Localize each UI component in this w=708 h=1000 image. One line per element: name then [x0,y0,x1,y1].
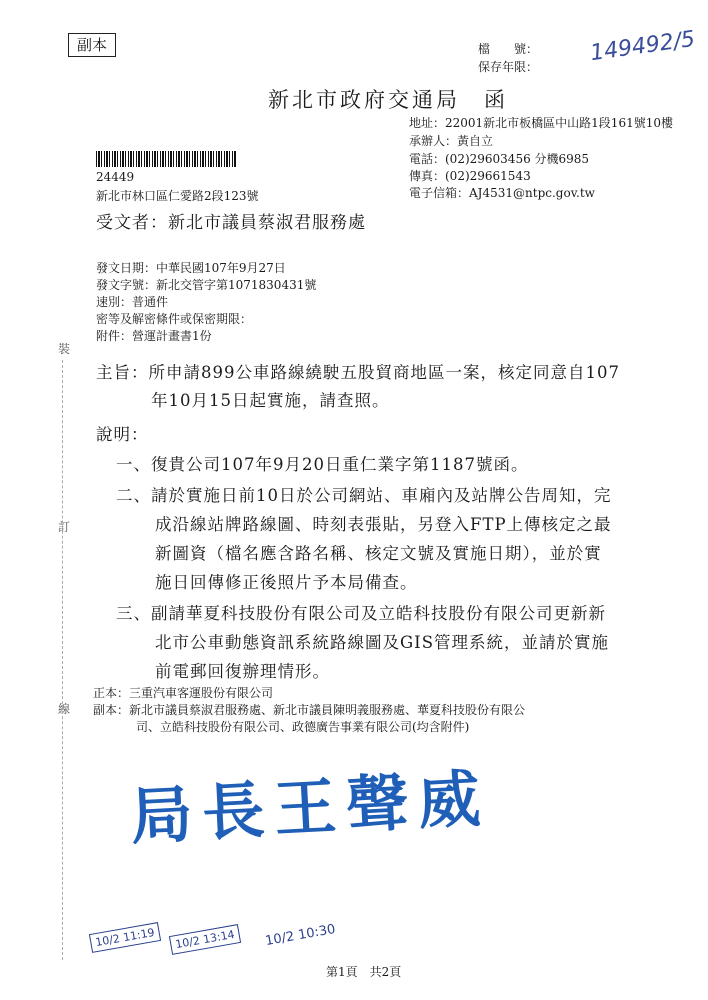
security-level: 密等及解密條件或保密期限： [96,312,253,326]
binding-mark-2: 訂 [58,520,71,534]
receipt-stamp: 10/2 13:14 [169,924,241,955]
receipt-note: 10/2 10:30 [264,921,337,950]
file-no-label: 檔 號： [478,42,539,56]
handler: 承辦人：黃自立 [409,134,494,148]
phone: 電話：(02)29603456 分機6985 [409,152,590,166]
binding-mark-1: 裝 [58,342,71,356]
explanation-item-1: 一、復貴公司107年9月20日重仁業字第1187號函。 [116,455,529,474]
main-recipient: 正本：三重汽車客運股份有限公司 [93,686,274,700]
binding-mark-3: 線 [58,702,71,716]
delivery-speed: 速別：普通件 [96,295,169,309]
explanation-item-2-line: 二、請於實施日前10日於公司網站、車廂內及站牌公告周知，完 [116,486,612,505]
explanation-item-3-line: 北市公車動態資訊系統路線圖及GIS管理系統，並請於實施 [155,633,610,652]
recipient-address: 新北市林口區仁愛路2段123號 [96,189,259,203]
explanation-heading: 說明： [96,425,149,444]
document-number: 發文字號：新北交管字第1071830431號 [96,278,317,292]
subject-line-1: 主旨：所申請899公車路線繞駛五股貿商地區一案，核定同意自107 [96,363,620,382]
attachment: 附件：營運計畫書1份 [96,329,212,343]
explanation-item-3-line: 三、副請華夏科技股份有限公司及立皓科技股份有限公司更新新 [116,604,606,623]
retention-label: 保存年限： [478,60,539,74]
page-number: 第1頁 共2頁 [326,965,402,979]
page-title: 新北市政府交通局 函 [268,88,508,112]
explanation-item-3-line: 前電郵回復辦理情形。 [155,662,330,681]
fax: 傳真：(02)29661543 [409,169,531,183]
explanation-item-2-line: 新圖資（檔名應含路名稱、核定文號及實施日期），並於實 [155,544,602,563]
binding-line [62,360,63,960]
issue-date: 發文日期：中華民國107年9月27日 [96,261,286,275]
explanation-item-2-line: 施日回傳修正後照片予本局備查。 [155,573,418,592]
email: 電子信箱：AJ4531@ntpc.gov.tw [409,186,595,200]
director-signature: 局長王聲威 [128,761,492,854]
handwritten-file-no: 149492/5 [588,26,697,67]
postal-code: 24449 [96,170,135,184]
recipient-line: 受文者：新北市議員蔡淑君服務處 [96,213,366,233]
barcode [96,151,236,167]
cc-line-2: 司、立皓科技股份有限公司、政德廣告事業有限公司(均含附件) [136,720,470,734]
receipt-stamp: 10/2 11:19 [89,922,161,953]
subject-line-2: 年10月15日起實施，請查照。 [151,391,390,410]
explanation-item-2-line: 成沿線站牌路線圖、時刻表張貼，另登入FTP上傳核定之最 [155,515,612,534]
cc-line-1: 副本：新北市議員蔡淑君服務處、新北市議員陳明義服務處、華夏科技股份有限公 [93,703,526,717]
sender-address: 地址：22001新北市板橋區中山路1段161號10樓 [409,116,673,130]
copy-label: 副本 [68,33,116,57]
